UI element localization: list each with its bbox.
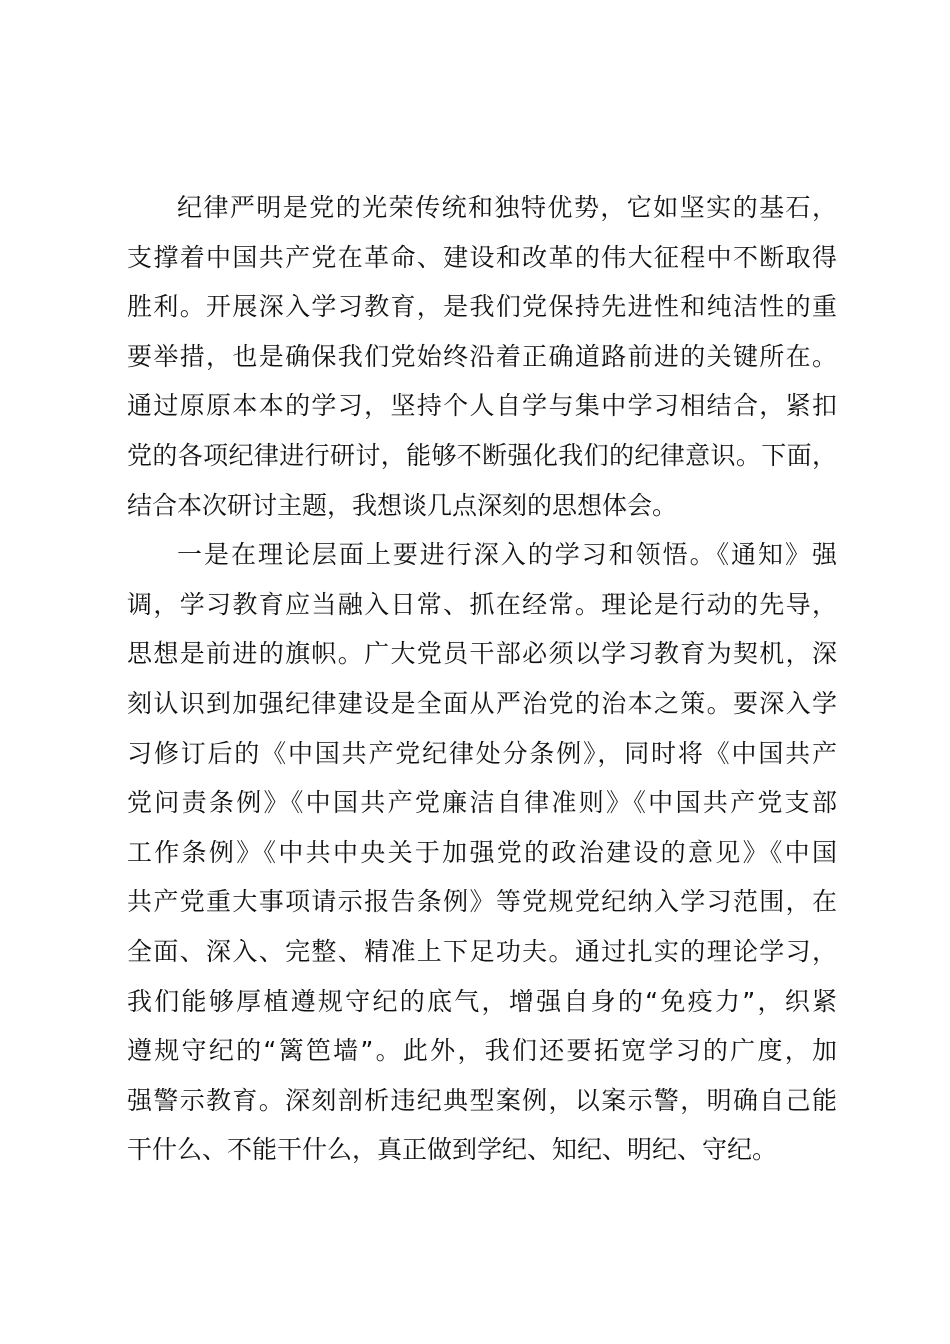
- paragraph-line: 党问责条例》《中国共产党廉洁自律准则》《中国共产党支部: [127, 788, 837, 818]
- paragraph-line: 党的各项纪律进行研讨，能够不断强化我们的纪律意识。下面，: [127, 440, 837, 470]
- paragraph-line: 通过原原本本的学习，坚持个人自学与集中学习相结合，紧扣: [127, 391, 837, 421]
- paragraph-line: 支撑着中国共产党在革命、建设和改革的伟大征程中不断取得: [127, 242, 837, 272]
- paragraph-line: 干什么、不能干什么，真正做到学纪、知纪、明纪、守纪。: [127, 1135, 778, 1165]
- paragraph-2: [127, 530, 837, 1175]
- paragraph-line: 习修订后的《中国共产党纪律处分条例》，同时将《中国共产: [127, 738, 837, 768]
- paragraph-line: 遵规守纪的“篱笆墙”。此外，我们还要拓宽学习的广度，加: [127, 1036, 837, 1066]
- paragraph-line: 思想是前进的旗帜。广大党员干部必须以学习教育为契机，深: [127, 639, 837, 669]
- paragraph-line: 全面、深入、完整、精准上下足功夫。通过扎实的理论学习，: [127, 936, 837, 966]
- paragraph-line: 调，学习教育应当融入日常、抓在经常。理论是行动的先导，: [127, 589, 837, 619]
- paragraph-line: 胜利。开展深入学习教育，是我们党保持先进性和纯洁性的重: [127, 292, 837, 322]
- paragraph-line: 一是在理论层面上要进行深入的学习和领悟。《通知》强: [177, 540, 837, 570]
- document-body: [127, 183, 837, 1175]
- paragraph-1: [127, 183, 837, 530]
- paragraph-line: 纪律严明是党的光荣传统和独特优势，它如坚实的基石，: [177, 193, 837, 222]
- paragraph-line: 共产党重大事项请示报告条例》等党规党纪纳入学习范围，在: [127, 887, 837, 917]
- paragraph-line: 我们能够厚植遵规守纪的底气，增强自身的“免疫力”，织紧: [127, 986, 837, 1016]
- paragraph-line: 强警示教育。深刻剖析违纪典型案例，以案示警，明确自己能: [127, 1085, 837, 1115]
- paragraph-line: 刻认识到加强纪律建设是全面从严治党的治本之策。要深入学: [127, 688, 837, 718]
- paragraph-line: 结合本次研讨主题，我想谈几点深刻的思想体会。: [127, 490, 678, 520]
- paragraph-line: 工作条例》《中共中央关于加强党的政治建设的意见》《中国: [127, 837, 837, 867]
- paragraph-line: 要举措，也是确保我们党始终沿着正确道路前进的关键所在。: [127, 341, 837, 371]
